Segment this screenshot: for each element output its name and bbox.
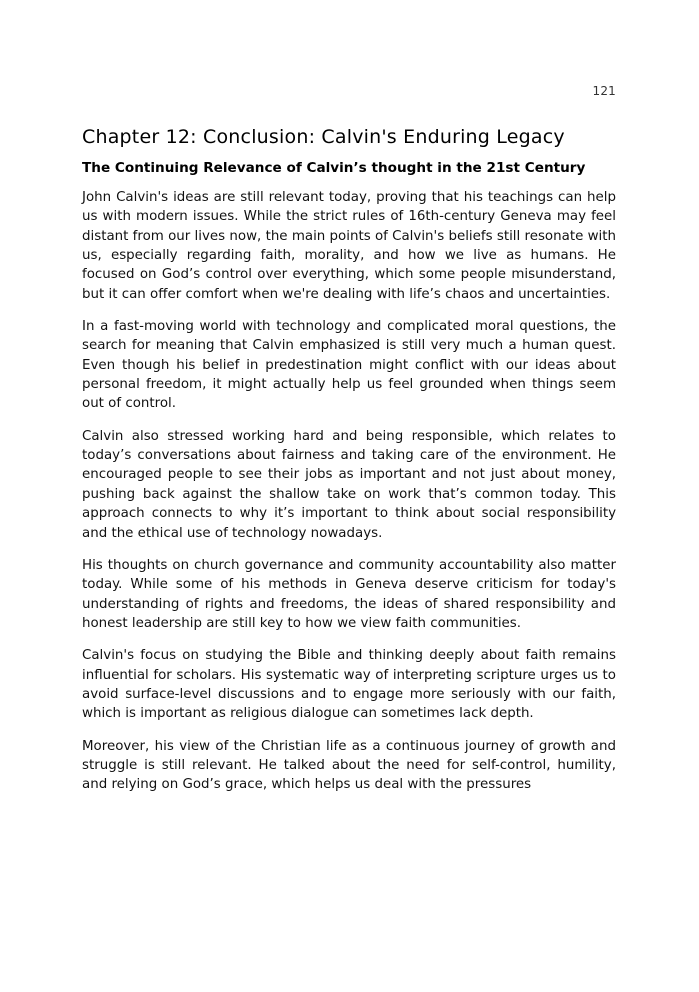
paragraph-4: His thoughts on church governance and community accountability also matter today. While some of his methods in Geneva deserve criticism for today's understanding of rights and freedoms, the ideas of shared responsibility and honest leadership are still key to how we view faith communities.: [82, 557, 616, 631]
paragraph-5: Calvin's focus on studying the Bible and thinking deeply about faith remains influential for scholars. His systematic way of interpreting scripture urges us to avoid surface-level discussions and to engage more seriously with our faith, which is important as religious dialogue can sometimes lack depth.: [82, 648, 616, 722]
section-heading: The Continuing Relevance of Calvin’s thought in the 21st Century: [82, 160, 586, 176]
page-content: [82, 124, 616, 808]
paragraph-2: In a fast-moving world with technology and complicated moral questions, the search for meaning that Calvin emphasized is still very much a human quest. Even though his belief in predestination might conflict with our ideas about personal freedom, it might actually help us feel grounded when things seem out of control.: [82, 319, 616, 412]
paragraph-3: Calvin also stressed working hard and being responsible, which relates to today’s conversations about fairness and taking care of the environment. He encouraged people to see their jobs as important and not just about money, pushing back against the shallow take on work that’s common today. This approach connects to why it’s important to think about social responsibility and the ethical use of technology nowadays.: [82, 428, 616, 541]
paragraph-1: John Calvin's ideas are still relevant today, proving that his teachings can help us with modern issues. While the strict rules of 16th-century Geneva may feel distant from our lives now, the main points of Calvin's beliefs still resonate with us, especially regarding faith, morality, and how we live as humans. He focused on God’s control over everything, which some people misunderstand, but it can offer comfort when we're dealing with life’s chaos and uncertainties.: [82, 190, 616, 302]
chapter-title: Chapter 12: Conclusion: Calvin's Enduring Legacy: [82, 126, 565, 148]
body-text: [82, 188, 616, 795]
paragraph-6: Moreover, his view of the Christian life as a continuous journey of growth and struggle is still relevant. He talked about the need for self-control, humility, and relying on God’s grace, which helps us deal with the pressures: [82, 738, 616, 793]
page-number: 121: [592, 84, 616, 98]
